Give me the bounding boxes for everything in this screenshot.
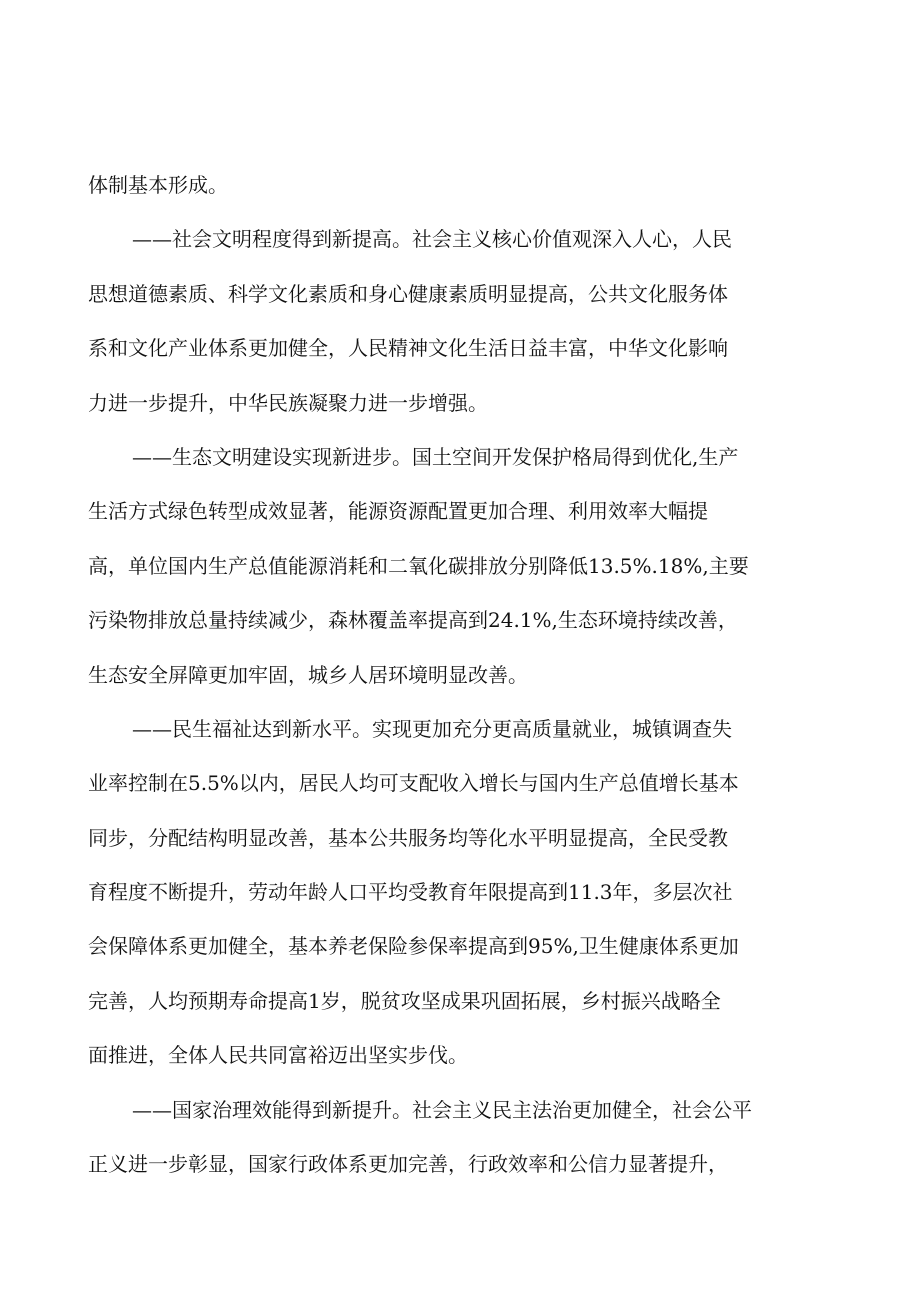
text-line: 高，单位国内生产总值能源消耗和二氧化碳排放分别降低13.5%.18%,主要 (88, 553, 749, 578)
text-line: 体制基本形成。 (88, 173, 228, 197)
text-line: 生活方式绿色转型成效显著，能源资源配置更加合理、利用效率大幅提 (88, 499, 708, 524)
paragraph-ecological-civilization-heading: ——生态文明建设实现新进步。国土空间开发保护格局得到优化,生产 (132, 444, 739, 469)
paragraph-governance-heading: ——国家治理效能得到新提升。社会主义民主法治更加健全，社会公平 (132, 1097, 752, 1122)
text-line: 同步，分配结构明显改善，基本公共服务均等化水平明显提高，全民受教 (88, 825, 728, 850)
text-line: 正义进一步彰显，国家行政体系更加完善，行政效率和公信力显著提升， (88, 1152, 728, 1177)
text-line: 育程度不断提升，劳动年龄人口平均受教育年限提高到11.3年，多层次社 (88, 880, 733, 905)
text-line: 完善，人均预期寿命提高1岁，脱贫攻坚成果巩固拓展，乡村振兴战略全 (88, 988, 721, 1013)
text-line: 思想道德素质、科学文化素质和身心健康素质明显提高，公共文化服务体 (88, 281, 728, 306)
paragraph-social-civilization-heading: ——社会文明程度得到新提高。社会主义核心价值观深入人心，人民 (132, 227, 732, 252)
text-line: 生态安全屏障更加牢固，城乡人居环境明显改善。 (88, 662, 528, 687)
text-line: 业率控制在5.5%以内，居民人均可支配收入增长与国内生产总值增长基本 (88, 771, 739, 796)
paragraph-livelihood-heading: ——民生福祉达到新水平。实现更加充分更高质量就业，城镇调查失 (132, 716, 732, 741)
text-line: 会保障体系更加健全，基本养老保险参保率提高到95%,卫生健康体系更加 (88, 934, 739, 959)
text-line: 系和文化产业体系更加健全，人民精神文化生活日益丰富，中华文化影响 (88, 336, 728, 361)
text-line: 污染物排放总量持续减少，森林覆盖率提高到24.1%,生态环境持续改善， (88, 608, 738, 633)
document-body (88, 158, 843, 1191)
text-line: 面推进，全体人民共同富裕迈出坚实步伐。 (88, 1043, 468, 1068)
text-line: 力进一步提升，中华民族凝聚力进一步增强。 (88, 390, 488, 415)
